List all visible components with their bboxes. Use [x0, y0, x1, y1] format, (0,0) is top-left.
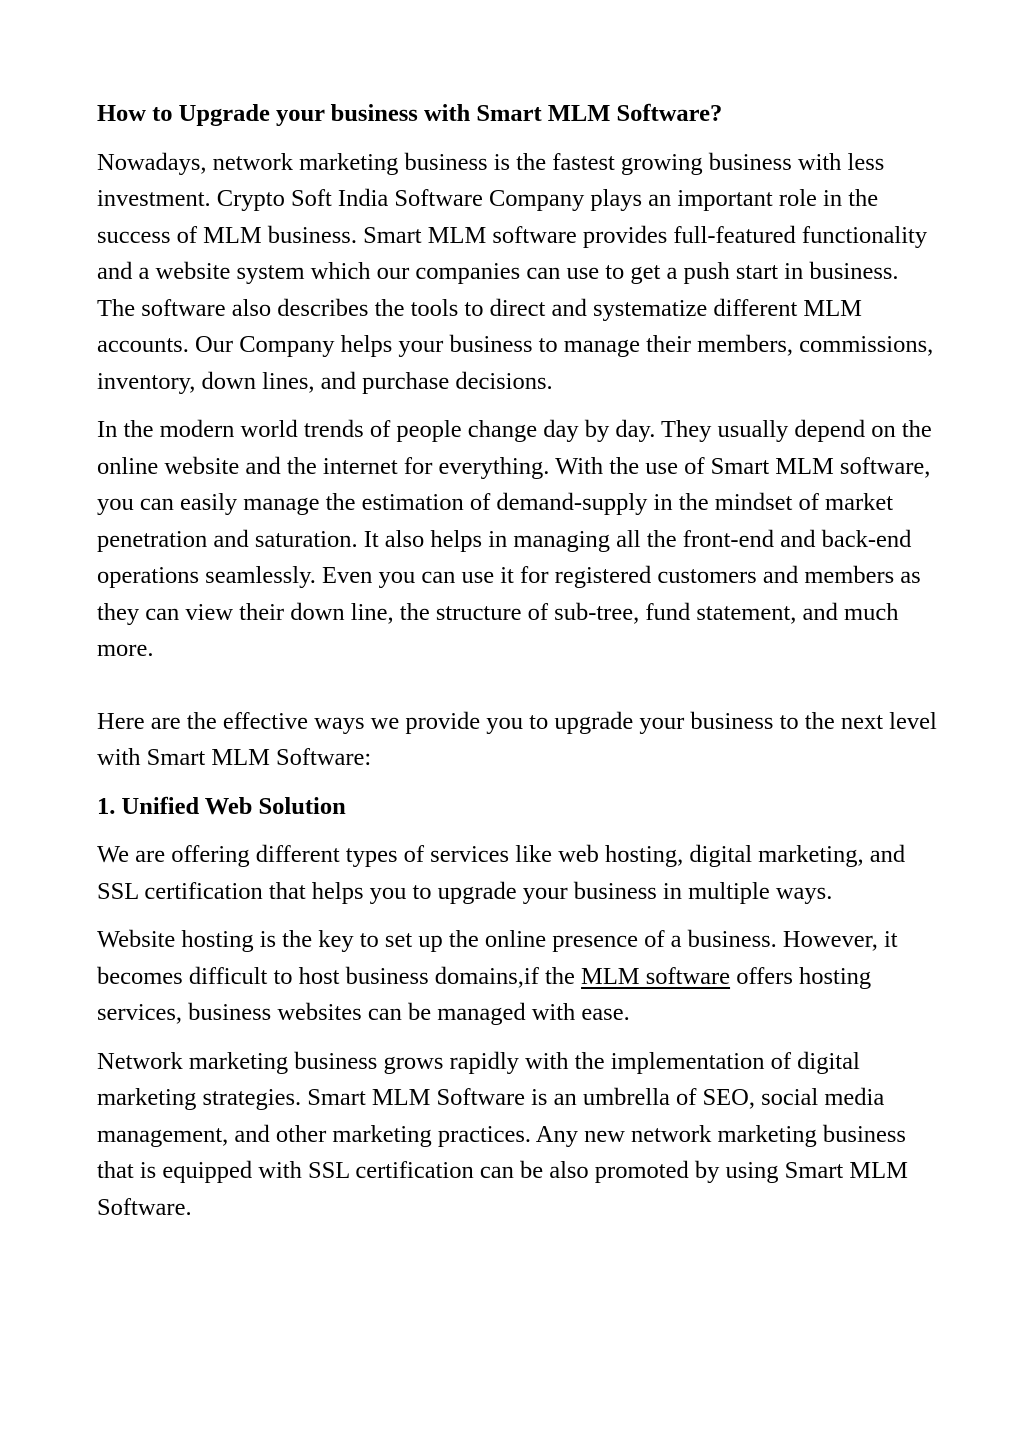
- hosting-text-before: Website hosting is the key to set up the online presence of a business. However, it becomes difficult to host business domains,if the: [97, 926, 898, 990]
- document-page: [97, 96, 937, 1226]
- section-heading-unified-web-solution: 1. Unified Web Solution: [97, 792, 346, 820]
- mlm-software-link[interactable]: MLM software: [581, 962, 731, 990]
- hosting-text-after: offers hosting services, business websites can be managed with ease.: [97, 962, 872, 1026]
- effective-ways-paragraph: Here are the effective ways we provide you to upgrade your business to the next level with Smart MLM Software:: [97, 707, 937, 771]
- services-paragraph: We are offering different types of services like web hosting, digital marketing, and SSL certification that helps you to upgrade your business in multiple ways.: [97, 841, 906, 905]
- modern-world-paragraph: In the modern world trends of people change day by day. They usually depend on the online website and the internet for everything. With the use of Smart MLM software, you can easily manage the estimation of demand-supply in the mindset of market penetration and saturation. It also helps in managing all the front-end and back-end operations seamlessly. Even you can use it for registered customers and members as they can view their down line, the structure of sub-tree, fund statement, and much more.: [97, 416, 932, 662]
- hosting-paragraph: [97, 922, 937, 1032]
- marketing-paragraph: Network marketing business grows rapidly with the implementation of digital marketing strategies. Smart MLM Software is an umbrella of SEO, social media management, and other marketing practices. Any new network marketing business that is equipped with SSL certification can be also promoted by using Smart MLM Software.: [97, 1047, 908, 1221]
- document-title: How to Upgrade your business with Smart MLM Software?: [97, 100, 723, 127]
- intro-paragraph: Nowadays, network marketing business is the fastest growing business with less investment. Crypto Soft India Software Company plays an important role in the success of MLM business. Smart MLM software provides full-featured functionality and a website system which our companies can use to get a push start in business. The software also describes the tools to direct and systematize different MLM accounts. Our Company helps your business to manage their members, commissions, inventory, down lines, and purchase decisions.: [97, 148, 934, 395]
